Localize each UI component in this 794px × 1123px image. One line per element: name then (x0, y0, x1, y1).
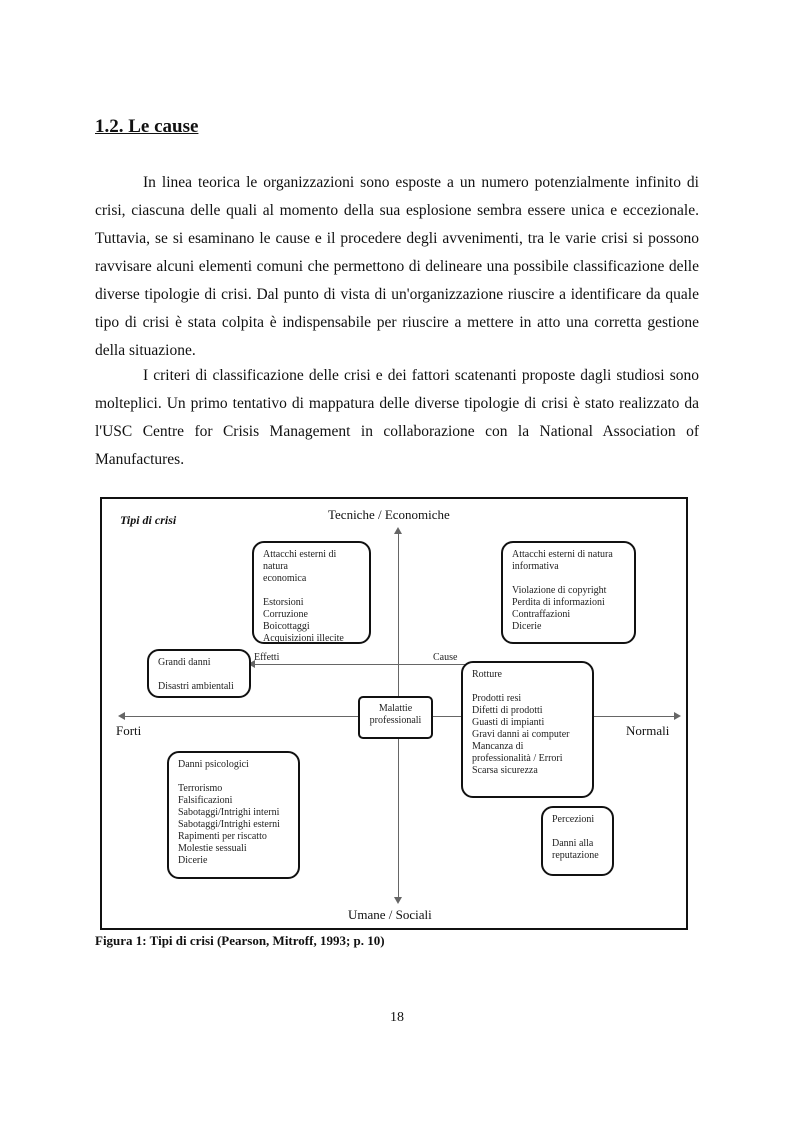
list-item: Gravi danni ai computer (472, 729, 570, 740)
list-item: Corruzione (263, 609, 308, 620)
vertical-axis-bottom-arrow (394, 897, 402, 904)
box-occupational-diseases (358, 696, 433, 739)
box-psychological-damage (167, 751, 300, 879)
axis-bottom-label: Umane / Sociali (348, 907, 432, 922)
box-informative-attacks (501, 541, 636, 644)
list-item: Boicottaggi (263, 621, 310, 632)
box-perceptions (541, 806, 614, 876)
box-title-line: Attacchi esterni di natura (263, 549, 337, 572)
list-item: Disastri ambientali (158, 681, 234, 692)
list-item: Acquisizioni illecite (263, 633, 344, 644)
list-item: Perdita di informazioni (512, 597, 605, 608)
box-title: Percezioni (552, 814, 595, 825)
list-item: Danni alla (552, 838, 594, 849)
axis-top-label: Tecniche / Economiche (328, 507, 450, 522)
axis-left-label: Forti (116, 723, 142, 738)
list-item: Terrorismo (178, 783, 223, 794)
box-title: Grandi danni (158, 657, 211, 668)
list-item: Sabotaggi/Intrighi esterni (178, 819, 280, 830)
list-item: Molestie sessuali (178, 843, 247, 854)
list-item: Sabotaggi/Intrighi interni (178, 807, 280, 818)
paragraph-2: I criteri di classificazione delle crisi e dei fattori scatenanti proposte dagli studiosi sono molteplici. Un primo tentativo di mappatura delle diverse tipologie di crisi è stato realizzato da l'USC Centre for Crisis Management in collaborazione con la National Association of Manufactures. (95, 367, 699, 468)
crisis-types-figure (100, 497, 688, 930)
axis-right-label: Normali (626, 723, 670, 738)
list-item: Prodotti resi (472, 693, 522, 704)
box-title-line: economica (263, 573, 307, 584)
horizontal-axis-right-arrow (674, 712, 681, 720)
list-item: Dicerie (178, 855, 208, 866)
cause-effect-arrow (252, 664, 465, 665)
box-title-line: Attacchi esterni di natura (512, 549, 613, 560)
list-item: professionalità / Errori (472, 753, 563, 764)
box-economic-attacks (252, 541, 371, 644)
horizontal-axis-left-arrow (118, 712, 125, 720)
page-number: 18 (390, 1010, 404, 1025)
box-title-line: informativa (512, 561, 559, 572)
box-title: Danni psicologici (178, 759, 249, 770)
box-line: Malattie (378, 703, 413, 714)
list-item: Rapimenti per riscatto (178, 831, 267, 842)
causes-label: Cause (433, 652, 458, 663)
effects-label: Effetti (254, 652, 280, 663)
list-item: Scarsa sicurezza (472, 765, 538, 776)
list-item: Guasti di impianti (472, 717, 545, 728)
figure-caption: Figura 1: Tipi di crisi (Pearson, Mitroff, 1993; p. 10) (95, 933, 385, 948)
list-item: reputazione (552, 850, 599, 861)
box-line: professionali (369, 715, 422, 726)
box-big-damage (147, 649, 251, 698)
list-item: Falsificazioni (178, 795, 233, 806)
list-item: Violazione di copyright (512, 585, 607, 596)
list-item: Estorsioni (263, 597, 304, 608)
vertical-axis-top-arrow (394, 527, 402, 534)
section-heading: 1.2. Le cause (95, 116, 199, 137)
box-title: Rotture (472, 669, 502, 680)
list-item: Difetti di prodotti (472, 705, 543, 716)
figure-title: Tipi di crisi (120, 513, 177, 527)
list-item: Mancanza di (472, 741, 524, 752)
paragraph-1: In linea teorica le organizzazioni sono esposte a un numero potenzialmente infinito di crisi, ciascuna delle quali al momento della sua esplosione sembra essere unica e eccezionale. Tuttavia, se si esaminano le cause e il procedere degli avvenimenti, tra le varie crisi si possono ravvisare alcuni elementi comuni che permettono di delineare una possibile classificazione delle diverse tipologie di crisi. Dal punto di vista di un'organizzazione riuscire a identificare da quale tipo di crisi è stata colpita è indispensabile per riuscire a mettere in atto una corretta gestione della situazione. (95, 174, 699, 359)
list-item: Contraffazioni (512, 609, 571, 620)
box-breakdowns (461, 661, 594, 798)
list-item: Dicerie (512, 621, 542, 632)
